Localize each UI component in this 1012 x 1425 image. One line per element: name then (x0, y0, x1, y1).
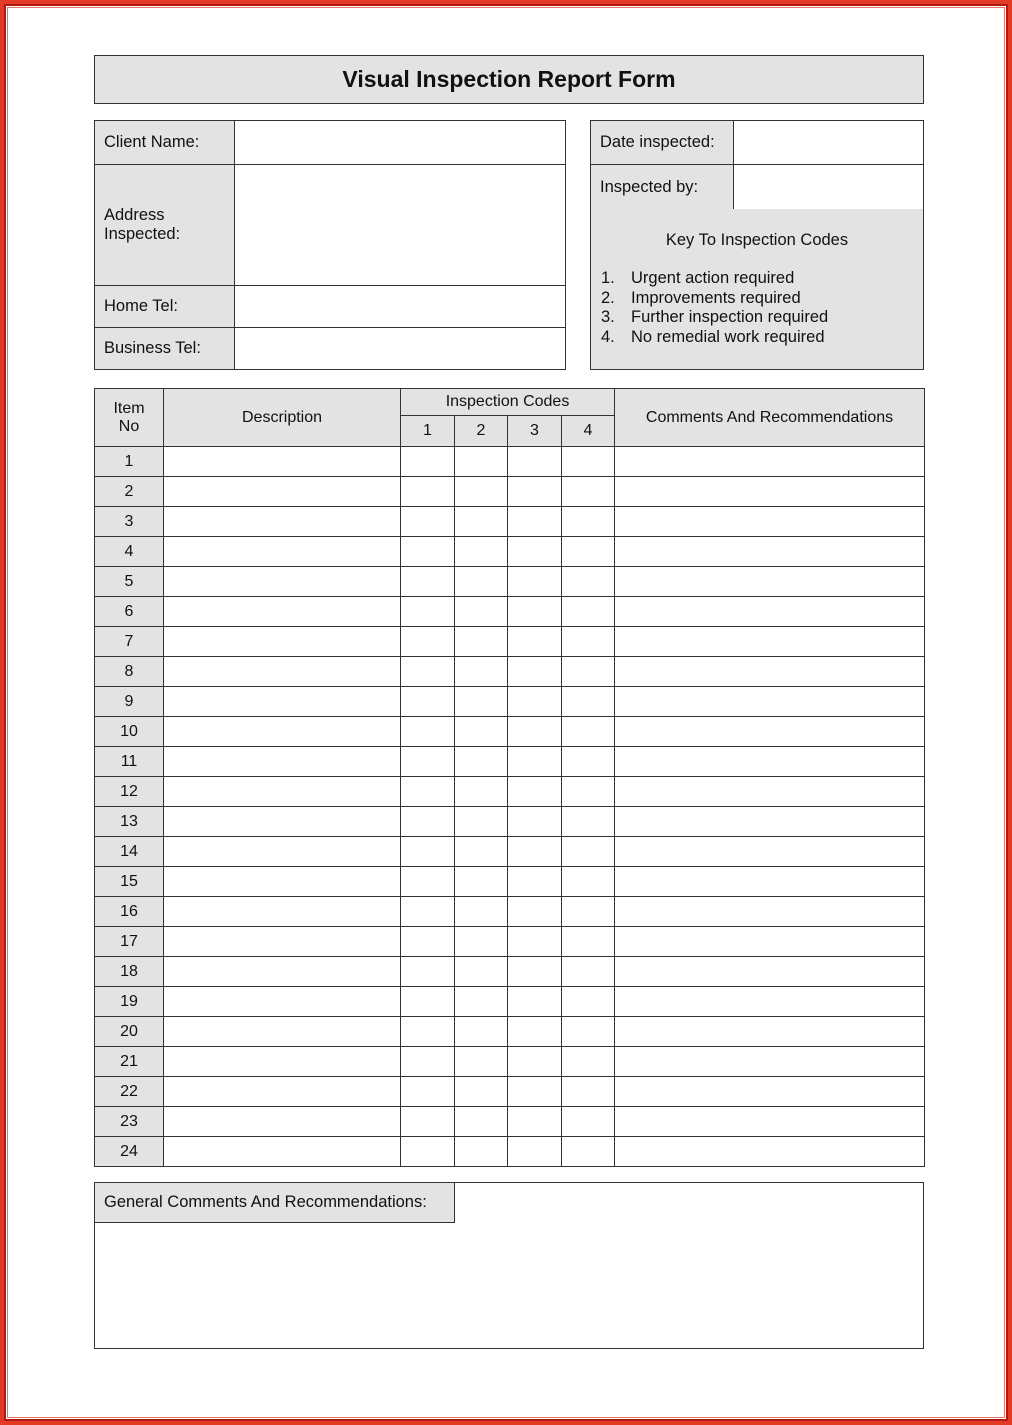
code-4-cell[interactable] (562, 1047, 615, 1077)
inspected-by-field[interactable] (734, 165, 924, 210)
description-cell[interactable] (164, 447, 401, 477)
comments-cell[interactable] (615, 657, 925, 687)
table-row (95, 1017, 925, 1047)
table-row (95, 837, 925, 867)
comments-cell[interactable] (615, 807, 925, 837)
comments-cell[interactable] (615, 537, 925, 567)
business-tel-label: Business Tel: (95, 328, 235, 370)
table-row (95, 537, 925, 567)
item-number: 9 (95, 687, 164, 717)
code-4-cell[interactable] (562, 777, 615, 807)
table-row (95, 657, 925, 687)
code-3-cell[interactable] (508, 717, 562, 747)
comments-cell[interactable] (615, 717, 925, 747)
code-2-cell[interactable] (455, 957, 508, 987)
code-3-cell[interactable] (508, 507, 562, 537)
key-item-text: Further inspection required (631, 308, 829, 326)
code-3-cell[interactable] (508, 537, 562, 567)
business-tel-field[interactable] (235, 328, 566, 370)
item-number: 24 (95, 1137, 164, 1167)
code-4-cell[interactable] (562, 597, 615, 627)
item-number: 2 (95, 477, 164, 507)
code-3-cell[interactable] (508, 1077, 562, 1107)
code-4-cell[interactable] (562, 867, 615, 897)
code-4-header: 4 (562, 416, 615, 447)
description-cell[interactable] (164, 987, 401, 1017)
form-title-text: Visual Inspection Report Form (342, 66, 676, 92)
code-2-cell[interactable] (455, 1107, 508, 1137)
item-number: 15 (95, 867, 164, 897)
code-3-cell[interactable] (508, 1137, 562, 1167)
code-2-cell[interactable] (455, 867, 508, 897)
key-item (601, 269, 828, 289)
home-tel-field[interactable] (235, 286, 566, 328)
comments-cell[interactable] (615, 867, 925, 897)
form-title (94, 55, 924, 104)
address-label-line2: Inspected: (104, 225, 181, 243)
item-no-header (95, 389, 164, 447)
code-1-cell[interactable] (401, 717, 455, 747)
general-comments-box[interactable] (94, 1182, 924, 1349)
table-row (95, 627, 925, 657)
description-cell[interactable] (164, 837, 401, 867)
code-3-cell[interactable] (508, 777, 562, 807)
key-item-number: 3. (601, 308, 615, 326)
code-1-header: 1 (401, 416, 455, 447)
table-row (95, 717, 925, 747)
code-1-cell[interactable] (401, 567, 455, 597)
code-4-cell[interactable] (562, 807, 615, 837)
code-1-cell[interactable] (401, 957, 455, 987)
code-1-cell[interactable] (401, 837, 455, 867)
inspection-codes-header: Inspection Codes (401, 389, 615, 416)
code-1-cell[interactable] (401, 1137, 455, 1167)
comments-cell[interactable] (615, 987, 925, 1017)
key-item-text: No remedial work required (631, 327, 825, 346)
code-3-cell[interactable] (508, 747, 562, 777)
code-3-cell[interactable] (508, 627, 562, 657)
item-number: 3 (95, 507, 164, 537)
description-cell[interactable] (164, 597, 401, 627)
client-details-table (94, 120, 566, 370)
code-4-cell[interactable] (562, 987, 615, 1017)
item-number: 21 (95, 1047, 164, 1077)
code-2-cell[interactable] (455, 597, 508, 627)
item-number: 20 (95, 1017, 164, 1047)
description-cell[interactable] (164, 927, 401, 957)
comments-cell[interactable] (615, 1077, 925, 1107)
item-number: 6 (95, 597, 164, 627)
item-number: 10 (95, 717, 164, 747)
item-number: 12 (95, 777, 164, 807)
code-1-cell[interactable] (401, 747, 455, 777)
code-2-cell[interactable] (455, 717, 508, 747)
code-2-cell[interactable] (455, 747, 508, 777)
code-3-cell[interactable] (508, 867, 562, 897)
code-1-cell[interactable] (401, 1047, 455, 1077)
code-3-cell[interactable] (508, 657, 562, 687)
description-cell[interactable] (164, 897, 401, 927)
comments-cell[interactable] (615, 627, 925, 657)
code-1-cell[interactable] (401, 897, 455, 927)
key-item-text: Urgent action required (631, 269, 795, 287)
description-cell[interactable] (164, 507, 401, 537)
code-4-cell[interactable] (562, 1077, 615, 1107)
description-cell[interactable] (164, 807, 401, 837)
table-row (95, 1137, 925, 1167)
date-inspected-field[interactable] (734, 121, 924, 165)
code-3-cell[interactable] (508, 567, 562, 597)
code-3-cell[interactable] (508, 897, 562, 927)
code-1-cell[interactable] (401, 447, 455, 477)
item-number: 18 (95, 957, 164, 987)
table-row (95, 1107, 925, 1137)
code-1-cell[interactable] (401, 1017, 455, 1047)
comments-cell[interactable] (615, 897, 925, 927)
comments-cell[interactable] (615, 447, 925, 477)
inspection-items-table (94, 388, 925, 1167)
code-4-cell[interactable] (562, 717, 615, 747)
code-1-cell[interactable] (401, 807, 455, 837)
item-number: 14 (95, 837, 164, 867)
code-3-cell[interactable] (508, 447, 562, 477)
key-item (601, 328, 828, 348)
comments-cell[interactable] (615, 687, 925, 717)
description-cell[interactable] (164, 717, 401, 747)
code-1-cell[interactable] (401, 1107, 455, 1137)
key-item-text: Improvements required (631, 288, 801, 307)
description-cell[interactable] (164, 627, 401, 657)
table-row (95, 687, 925, 717)
table-row (95, 1047, 925, 1077)
key-item-number: 4. (601, 327, 615, 346)
code-4-cell[interactable] (562, 1017, 615, 1047)
code-2-cell[interactable] (455, 627, 508, 657)
code-1-cell[interactable] (401, 507, 455, 537)
code-4-cell[interactable] (562, 837, 615, 867)
description-cell[interactable] (164, 1137, 401, 1167)
description-cell[interactable] (164, 1047, 401, 1077)
general-comments-label: General Comments And Recommendations: (95, 1183, 455, 1223)
key-item-number: 1. (601, 269, 615, 287)
code-1-cell[interactable] (401, 1077, 455, 1107)
code-1-cell[interactable] (401, 627, 455, 657)
key-title: Key To Inspection Codes (665, 231, 849, 249)
comments-cell[interactable] (615, 597, 925, 627)
inspection-info-table (590, 120, 924, 210)
item-number: 13 (95, 807, 164, 837)
code-1-cell[interactable] (401, 987, 455, 1017)
code-2-cell[interactable] (455, 447, 508, 477)
comments-header: Comments And Recommendations (615, 389, 925, 447)
code-4-cell[interactable] (562, 687, 615, 717)
code-4-cell[interactable] (562, 1107, 615, 1137)
code-4-cell[interactable] (562, 657, 615, 687)
description-cell[interactable] (164, 657, 401, 687)
code-3-cell[interactable] (508, 927, 562, 957)
code-2-cell[interactable] (455, 807, 508, 837)
table-row (95, 957, 925, 987)
key-list (601, 269, 828, 347)
code-3-cell[interactable] (508, 1017, 562, 1047)
code-4-cell[interactable] (562, 957, 615, 987)
code-1-cell[interactable] (401, 597, 455, 627)
code-2-cell[interactable] (455, 507, 508, 537)
comments-cell[interactable] (615, 1017, 925, 1047)
table-row (95, 867, 925, 897)
table-row (95, 747, 925, 777)
address-field[interactable] (235, 165, 566, 286)
code-3-cell[interactable] (508, 837, 562, 867)
item-number: 23 (95, 1107, 164, 1137)
code-2-cell[interactable] (455, 567, 508, 597)
item-number: 19 (95, 987, 164, 1017)
item-number: 8 (95, 657, 164, 687)
home-tel-label: Home Tel: (95, 286, 235, 328)
table-row (95, 597, 925, 627)
description-cell[interactable] (164, 747, 401, 777)
table-row (95, 507, 925, 537)
code-4-cell[interactable] (562, 1137, 615, 1167)
client-name-label: Client Name: (95, 121, 235, 165)
code-4-cell[interactable] (562, 927, 615, 957)
key-item (601, 308, 828, 328)
code-3-cell[interactable] (508, 987, 562, 1017)
description-cell[interactable] (164, 777, 401, 807)
description-cell[interactable] (164, 957, 401, 987)
description-cell[interactable] (164, 537, 401, 567)
item-number: 17 (95, 927, 164, 957)
code-2-cell[interactable] (455, 987, 508, 1017)
code-2-cell[interactable] (455, 1017, 508, 1047)
code-3-cell[interactable] (508, 597, 562, 627)
description-cell[interactable] (164, 1017, 401, 1047)
code-4-cell[interactable] (562, 747, 615, 777)
table-row (95, 807, 925, 837)
inspection-rows (95, 447, 925, 1167)
code-2-cell[interactable] (455, 1137, 508, 1167)
table-row (95, 927, 925, 957)
item-number: 5 (95, 567, 164, 597)
comments-cell[interactable] (615, 837, 925, 867)
code-2-cell[interactable] (455, 477, 508, 507)
table-row (95, 777, 925, 807)
description-cell[interactable] (164, 687, 401, 717)
code-4-cell[interactable] (562, 627, 615, 657)
comments-cell[interactable] (615, 777, 925, 807)
item-no-header-line1: Item (113, 399, 145, 417)
item-number: 11 (95, 747, 164, 777)
code-3-cell[interactable] (508, 957, 562, 987)
description-cell[interactable] (164, 477, 401, 507)
address-label-line1: Address (104, 206, 165, 224)
table-row (95, 897, 925, 927)
code-2-cell[interactable] (455, 897, 508, 927)
item-number: 7 (95, 627, 164, 657)
code-2-cell[interactable] (455, 687, 508, 717)
item-number: 22 (95, 1077, 164, 1107)
code-3-header: 3 (508, 416, 562, 447)
key-item (601, 289, 828, 309)
description-cell[interactable] (164, 1077, 401, 1107)
code-2-cell[interactable] (455, 1077, 508, 1107)
client-name-field[interactable] (235, 121, 566, 165)
code-3-cell[interactable] (508, 1107, 562, 1137)
comments-cell[interactable] (615, 1137, 925, 1167)
description-cell[interactable] (164, 867, 401, 897)
table-row (95, 987, 925, 1017)
code-4-cell[interactable] (562, 897, 615, 927)
comments-cell[interactable] (615, 957, 925, 987)
comments-cell[interactable] (615, 1047, 925, 1077)
code-2-cell[interactable] (455, 837, 508, 867)
comments-cell[interactable] (615, 567, 925, 597)
key-item-number: 2. (601, 288, 615, 307)
code-2-cell[interactable] (455, 777, 508, 807)
table-row (95, 567, 925, 597)
table-row (95, 1077, 925, 1107)
code-3-cell[interactable] (508, 807, 562, 837)
code-2-cell[interactable] (455, 657, 508, 687)
item-no-header-line2: No (118, 417, 140, 435)
code-1-cell[interactable] (401, 927, 455, 957)
code-1-cell[interactable] (401, 657, 455, 687)
date-inspected-label: Date inspected: (591, 121, 734, 165)
code-1-cell[interactable] (401, 777, 455, 807)
code-2-cell[interactable] (455, 537, 508, 567)
comments-cell[interactable] (615, 477, 925, 507)
code-4-cell[interactable] (562, 537, 615, 567)
code-3-cell[interactable] (508, 687, 562, 717)
table-row (95, 477, 925, 507)
code-3-cell[interactable] (508, 477, 562, 507)
code-2-cell[interactable] (455, 1047, 508, 1077)
code-4-cell[interactable] (562, 567, 615, 597)
code-2-cell[interactable] (455, 927, 508, 957)
code-4-cell[interactable] (562, 507, 615, 537)
code-1-cell[interactable] (401, 537, 455, 567)
comments-cell[interactable] (615, 1107, 925, 1137)
code-1-cell[interactable] (401, 867, 455, 897)
code-4-cell[interactable] (562, 477, 615, 507)
code-4-cell[interactable] (562, 447, 615, 477)
code-2-header: 2 (455, 416, 508, 447)
item-number: 4 (95, 537, 164, 567)
item-number: 16 (95, 897, 164, 927)
code-3-cell[interactable] (508, 1047, 562, 1077)
description-cell[interactable] (164, 1107, 401, 1137)
comments-cell[interactable] (615, 507, 925, 537)
inspection-codes-key (590, 209, 924, 370)
code-1-cell[interactable] (401, 477, 455, 507)
comments-cell[interactable] (615, 747, 925, 777)
address-label (95, 165, 235, 286)
table-row (95, 447, 925, 477)
inspected-by-label: Inspected by: (591, 165, 734, 210)
description-cell[interactable] (164, 567, 401, 597)
code-1-cell[interactable] (401, 687, 455, 717)
comments-cell[interactable] (615, 927, 925, 957)
description-header: Description (164, 389, 401, 447)
item-number: 1 (95, 447, 164, 477)
